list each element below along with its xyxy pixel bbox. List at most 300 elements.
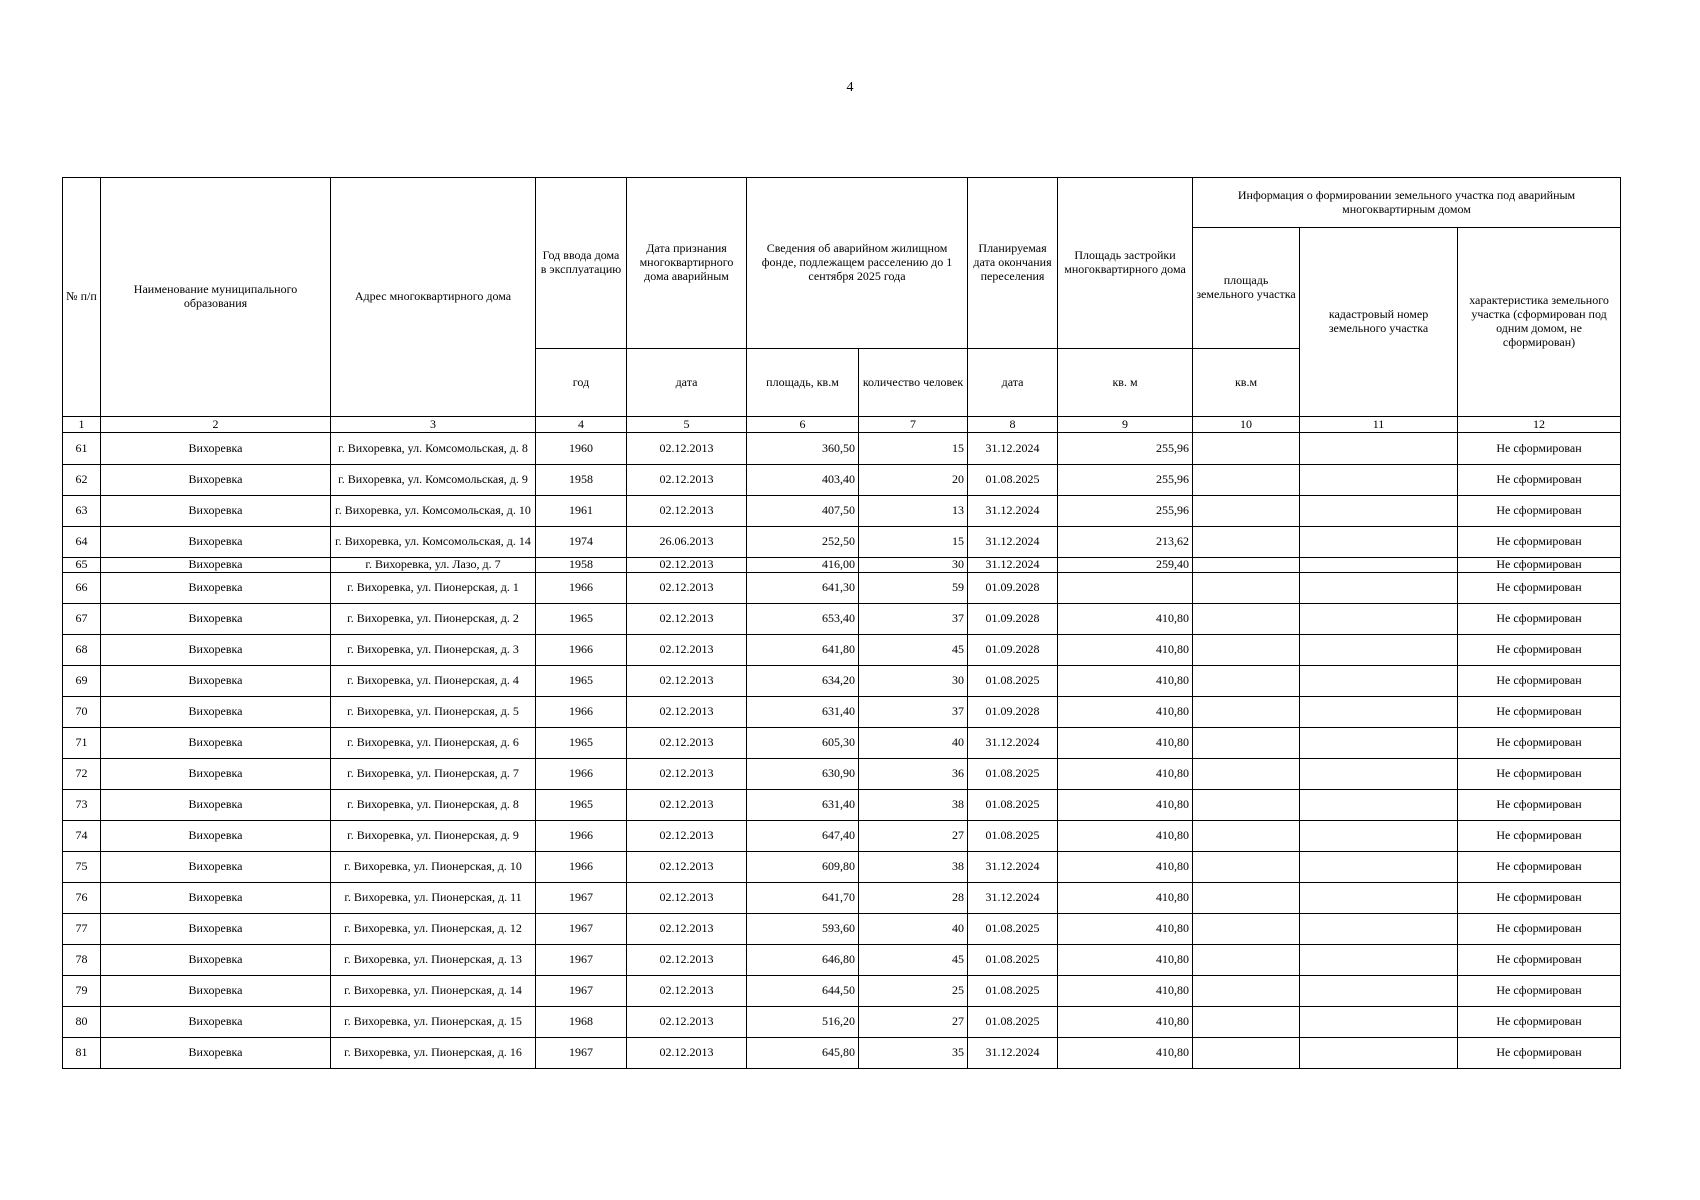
row-number: 61: [63, 433, 101, 465]
row-emergency-date: 02.12.2013: [627, 604, 747, 635]
row-cadastral-number: [1300, 821, 1458, 852]
row-building-area: 410,80: [1058, 728, 1193, 759]
row-area: 631,40: [747, 790, 859, 821]
row-building-area: 255,96: [1058, 496, 1193, 527]
row-number: 73: [63, 790, 101, 821]
row-municipality: Вихоревка: [101, 852, 331, 883]
row-people: 15: [859, 433, 968, 465]
row-land-area: [1193, 852, 1300, 883]
row-planned-end-date: 01.08.2025: [968, 821, 1058, 852]
row-address: г. Вихоревка, ул. Пионерская, д. 11: [331, 883, 536, 914]
table-row: [63, 852, 1621, 883]
row-people: 35: [859, 1038, 968, 1069]
row-people: 38: [859, 852, 968, 883]
row-emergency-date: 02.12.2013: [627, 1038, 747, 1069]
row-land-area: [1193, 465, 1300, 496]
row-land-status: Не сформирован: [1458, 433, 1621, 465]
row-land-status: Не сформирован: [1458, 527, 1621, 558]
row-emergency-date: 02.12.2013: [627, 635, 747, 666]
row-address: г. Вихоревка, ул. Лазо, д. 7: [331, 558, 536, 573]
row-area: 516,20: [747, 1007, 859, 1038]
row-emergency-date: 02.12.2013: [627, 433, 747, 465]
row-year-built: 1965: [536, 728, 627, 759]
row-land-status: Не сформирован: [1458, 759, 1621, 790]
row-land-area: [1193, 697, 1300, 728]
row-building-area: 255,96: [1058, 465, 1193, 496]
row-year-built: 1967: [536, 1038, 627, 1069]
row-municipality: Вихоревка: [101, 914, 331, 945]
row-number: 64: [63, 527, 101, 558]
row-address: г. Вихоревка, ул. Комсомольская, д. 10: [331, 496, 536, 527]
column-number: 10: [1193, 417, 1300, 433]
row-cadastral-number: [1300, 945, 1458, 976]
row-number: 71: [63, 728, 101, 759]
resettlement-table: [62, 177, 1621, 1069]
row-address: г. Вихоревка, ул. Пионерская, д. 3: [331, 635, 536, 666]
row-area: 647,40: [747, 821, 859, 852]
row-municipality: Вихоревка: [101, 821, 331, 852]
row-planned-end-date: 01.09.2028: [968, 604, 1058, 635]
row-land-status: Не сформирован: [1458, 697, 1621, 728]
row-emergency-date: 02.12.2013: [627, 558, 747, 573]
row-building-area: 410,80: [1058, 697, 1193, 728]
row-building-area: 410,80: [1058, 821, 1193, 852]
row-cadastral-number: [1300, 527, 1458, 558]
row-number: 80: [63, 1007, 101, 1038]
table-row: [63, 527, 1621, 558]
row-area: 609,80: [747, 852, 859, 883]
table-row: [63, 914, 1621, 945]
row-emergency-date: 02.12.2013: [627, 945, 747, 976]
row-people: 37: [859, 697, 968, 728]
row-emergency-date: 02.12.2013: [627, 821, 747, 852]
row-number: 77: [63, 914, 101, 945]
row-building-area: 259,40: [1058, 558, 1193, 573]
unit-land-sq-m: кв.м: [1193, 349, 1300, 417]
table-row: [63, 496, 1621, 527]
row-municipality: Вихоревка: [101, 697, 331, 728]
row-emergency-date: 02.12.2013: [627, 852, 747, 883]
row-emergency-date: 02.12.2013: [627, 728, 747, 759]
row-land-status: Не сформирован: [1458, 496, 1621, 527]
row-building-area: 410,80: [1058, 790, 1193, 821]
row-number: 67: [63, 604, 101, 635]
row-planned-end-date: 01.08.2025: [968, 759, 1058, 790]
table-header: [63, 178, 1621, 433]
row-emergency-date: 02.12.2013: [627, 1007, 747, 1038]
table-row: [63, 759, 1621, 790]
row-area: 644,50: [747, 976, 859, 1007]
row-planned-end-date: 31.12.2024: [968, 852, 1058, 883]
row-year-built: 1966: [536, 697, 627, 728]
row-land-area: [1193, 666, 1300, 697]
row-planned-end-date: 01.08.2025: [968, 945, 1058, 976]
row-number: 63: [63, 496, 101, 527]
row-address: г. Вихоревка, ул. Пионерская, д. 16: [331, 1038, 536, 1069]
header-cadastral-number: кадастровый номер земельного участка: [1300, 228, 1458, 417]
row-cadastral-number: [1300, 852, 1458, 883]
row-land-area: [1193, 759, 1300, 790]
row-area: 641,30: [747, 573, 859, 604]
header-municipality: Наименование муниципального образования: [101, 178, 331, 417]
row-emergency-date: 02.12.2013: [627, 883, 747, 914]
row-land-status: Не сформирован: [1458, 666, 1621, 697]
row-number: 62: [63, 465, 101, 496]
row-planned-end-date: 31.12.2024: [968, 1038, 1058, 1069]
row-year-built: 1965: [536, 604, 627, 635]
row-emergency-date: 02.12.2013: [627, 976, 747, 1007]
row-address: г. Вихоревка, ул. Пионерская, д. 4: [331, 666, 536, 697]
row-address: г. Вихоревка, ул. Комсомольская, д. 9: [331, 465, 536, 496]
table-row: [63, 945, 1621, 976]
row-land-status: Не сформирован: [1458, 914, 1621, 945]
column-number: 5: [627, 417, 747, 433]
unit-date: дата: [627, 349, 747, 417]
row-land-area: [1193, 1038, 1300, 1069]
header-emergency-fund: Сведения об аварийном жилищном фонде, подлежащем расселению до 1 сентября 2025 года: [747, 178, 968, 349]
row-number: 78: [63, 945, 101, 976]
table-row: [63, 1038, 1621, 1069]
row-building-area: 410,80: [1058, 852, 1193, 883]
row-people: 27: [859, 1007, 968, 1038]
row-planned-end-date: 31.12.2024: [968, 496, 1058, 527]
row-building-area: 410,80: [1058, 635, 1193, 666]
table-body: [63, 433, 1621, 1069]
row-planned-end-date: 01.08.2025: [968, 976, 1058, 1007]
row-planned-end-date: 31.12.2024: [968, 433, 1058, 465]
row-emergency-date: 02.12.2013: [627, 759, 747, 790]
row-cadastral-number: [1300, 604, 1458, 635]
table-row: [63, 433, 1621, 465]
row-land-area: [1193, 433, 1300, 465]
header-building-area: Площадь застройки многоквартирного дома: [1058, 178, 1193, 349]
row-number: 72: [63, 759, 101, 790]
row-land-status: Не сформирован: [1458, 883, 1621, 914]
row-address: г. Вихоревка, ул. Пионерская, д. 2: [331, 604, 536, 635]
row-address: г. Вихоревка, ул. Пионерская, д. 7: [331, 759, 536, 790]
row-cadastral-number: [1300, 465, 1458, 496]
row-year-built: 1967: [536, 976, 627, 1007]
row-land-area: [1193, 604, 1300, 635]
row-building-area: 410,80: [1058, 604, 1193, 635]
row-cadastral-number: [1300, 914, 1458, 945]
column-number: 6: [747, 417, 859, 433]
table-row: [63, 728, 1621, 759]
table-row: [63, 604, 1621, 635]
column-number: 3: [331, 417, 536, 433]
column-number: 2: [101, 417, 331, 433]
row-land-area: [1193, 821, 1300, 852]
row-building-area: 410,80: [1058, 914, 1193, 945]
row-number: 75: [63, 852, 101, 883]
row-address: г. Вихоревка, ул. Комсомольская, д. 14: [331, 527, 536, 558]
row-area: 407,50: [747, 496, 859, 527]
row-land-status: Не сформирован: [1458, 852, 1621, 883]
row-people: 28: [859, 883, 968, 914]
row-area: 634,20: [747, 666, 859, 697]
row-address: г. Вихоревка, ул. Пионерская, д. 6: [331, 728, 536, 759]
column-number: 8: [968, 417, 1058, 433]
row-municipality: Вихоревка: [101, 465, 331, 496]
row-municipality: Вихоревка: [101, 558, 331, 573]
row-land-status: Не сформирован: [1458, 790, 1621, 821]
row-emergency-date: 02.12.2013: [627, 697, 747, 728]
row-address: г. Вихоревка, ул. Пионерская, д. 9: [331, 821, 536, 852]
column-number: 4: [536, 417, 627, 433]
row-land-area: [1193, 790, 1300, 821]
row-planned-end-date: 01.08.2025: [968, 914, 1058, 945]
row-cadastral-number: [1300, 573, 1458, 604]
row-year-built: 1960: [536, 433, 627, 465]
row-number: 74: [63, 821, 101, 852]
row-area: 653,40: [747, 604, 859, 635]
row-municipality: Вихоревка: [101, 790, 331, 821]
row-address: г. Вихоревка, ул. Пионерская, д. 1: [331, 573, 536, 604]
row-municipality: Вихоревка: [101, 728, 331, 759]
row-land-status: Не сформирован: [1458, 1038, 1621, 1069]
row-cadastral-number: [1300, 666, 1458, 697]
row-number: 66: [63, 573, 101, 604]
row-cadastral-number: [1300, 697, 1458, 728]
row-cadastral-number: [1300, 883, 1458, 914]
row-land-status: Не сформирован: [1458, 558, 1621, 573]
row-land-area: [1193, 976, 1300, 1007]
table-row: [63, 635, 1621, 666]
table-row: [63, 573, 1621, 604]
row-land-area: [1193, 527, 1300, 558]
row-area: 641,70: [747, 883, 859, 914]
column-number: 11: [1300, 417, 1458, 433]
row-address: г. Вихоревка, ул. Пионерская, д. 15: [331, 1007, 536, 1038]
row-area: 360,50: [747, 433, 859, 465]
row-emergency-date: 26.06.2013: [627, 527, 747, 558]
table-row: [63, 1007, 1621, 1038]
row-land-area: [1193, 945, 1300, 976]
row-building-area: 213,62: [1058, 527, 1193, 558]
row-cadastral-number: [1300, 558, 1458, 573]
row-number: 79: [63, 976, 101, 1007]
row-area: 630,90: [747, 759, 859, 790]
row-municipality: Вихоревка: [101, 573, 331, 604]
row-area: 645,80: [747, 1038, 859, 1069]
row-planned-end-date: 31.12.2024: [968, 527, 1058, 558]
column-number: 9: [1058, 417, 1193, 433]
row-building-area: 410,80: [1058, 1038, 1193, 1069]
row-municipality: Вихоревка: [101, 527, 331, 558]
row-emergency-date: 02.12.2013: [627, 573, 747, 604]
row-planned-end-date: 31.12.2024: [968, 728, 1058, 759]
row-land-area: [1193, 635, 1300, 666]
row-year-built: 1958: [536, 465, 627, 496]
row-emergency-date: 02.12.2013: [627, 914, 747, 945]
row-municipality: Вихоревка: [101, 976, 331, 1007]
row-address: г. Вихоревка, ул. Пионерская, д. 13: [331, 945, 536, 976]
row-year-built: 1958: [536, 558, 627, 573]
row-cadastral-number: [1300, 635, 1458, 666]
row-building-area: [1058, 573, 1193, 604]
row-address: г. Вихоревка, ул. Пионерская, д. 12: [331, 914, 536, 945]
table-row: [63, 821, 1621, 852]
row-cadastral-number: [1300, 976, 1458, 1007]
row-municipality: Вихоревка: [101, 433, 331, 465]
row-people: 37: [859, 604, 968, 635]
header-emergency-date: Дата признания многоквартирного дома аварийным: [627, 178, 747, 349]
row-cadastral-number: [1300, 759, 1458, 790]
row-building-area: 410,80: [1058, 976, 1193, 1007]
row-year-built: 1966: [536, 759, 627, 790]
header-address: Адрес многоквартирного дома: [331, 178, 536, 417]
row-building-area: 255,96: [1058, 433, 1193, 465]
row-municipality: Вихоревка: [101, 496, 331, 527]
row-people: 45: [859, 945, 968, 976]
row-land-area: [1193, 1007, 1300, 1038]
row-planned-end-date: 31.12.2024: [968, 558, 1058, 573]
page-number: 4: [846, 80, 854, 95]
row-people: 20: [859, 465, 968, 496]
header-land-status: характеристика земельного участка (сформирован под одним домом, не сформирован): [1458, 228, 1621, 417]
row-year-built: 1974: [536, 527, 627, 558]
column-number: 7: [859, 417, 968, 433]
row-land-status: Не сформирован: [1458, 821, 1621, 852]
unit-sq-m: кв. м: [1058, 349, 1193, 417]
row-people: 36: [859, 759, 968, 790]
unit-year: год: [536, 349, 627, 417]
row-area: 252,50: [747, 527, 859, 558]
header-planned-end-date: Планируемая дата окончания переселения: [968, 178, 1058, 349]
row-emergency-date: 02.12.2013: [627, 496, 747, 527]
column-number: 1: [63, 417, 101, 433]
row-area: 646,80: [747, 945, 859, 976]
row-building-area: 410,80: [1058, 1007, 1193, 1038]
row-land-status: Не сформирован: [1458, 945, 1621, 976]
row-people: 40: [859, 728, 968, 759]
row-people: 38: [859, 790, 968, 821]
table-row: [63, 976, 1621, 1007]
row-number: 69: [63, 666, 101, 697]
row-area: 403,40: [747, 465, 859, 496]
row-number: 65: [63, 558, 101, 573]
row-municipality: Вихоревка: [101, 635, 331, 666]
row-year-built: 1966: [536, 821, 627, 852]
row-number: 81: [63, 1038, 101, 1069]
row-land-area: [1193, 883, 1300, 914]
row-emergency-date: 02.12.2013: [627, 465, 747, 496]
row-municipality: Вихоревка: [101, 1007, 331, 1038]
row-municipality: Вихоревка: [101, 604, 331, 635]
row-year-built: 1967: [536, 914, 627, 945]
row-year-built: 1965: [536, 790, 627, 821]
row-cadastral-number: [1300, 433, 1458, 465]
row-area: 593,60: [747, 914, 859, 945]
row-cadastral-number: [1300, 496, 1458, 527]
row-year-built: 1968: [536, 1007, 627, 1038]
row-number: 68: [63, 635, 101, 666]
row-land-status: Не сформирован: [1458, 976, 1621, 1007]
row-emergency-date: 02.12.2013: [627, 666, 747, 697]
row-municipality: Вихоревка: [101, 666, 331, 697]
row-land-area: [1193, 496, 1300, 527]
row-land-status: Не сформирован: [1458, 1007, 1621, 1038]
row-people: 59: [859, 573, 968, 604]
row-planned-end-date: 01.08.2025: [968, 1007, 1058, 1038]
row-people: 25: [859, 976, 968, 1007]
row-land-status: Не сформирован: [1458, 728, 1621, 759]
row-year-built: 1966: [536, 852, 627, 883]
table-row: [63, 558, 1621, 573]
row-building-area: 410,80: [1058, 945, 1193, 976]
row-building-area: 410,80: [1058, 883, 1193, 914]
row-people: 30: [859, 558, 968, 573]
row-land-area: [1193, 914, 1300, 945]
row-emergency-date: 02.12.2013: [627, 790, 747, 821]
unit-end-date: дата: [968, 349, 1058, 417]
row-area: 416,00: [747, 558, 859, 573]
row-area: 605,30: [747, 728, 859, 759]
row-number: 76: [63, 883, 101, 914]
header-land-info: Информация о формировании земельного участка под аварийным многоквартирным домом: [1193, 178, 1621, 228]
row-planned-end-date: 01.09.2028: [968, 573, 1058, 604]
row-people: 27: [859, 821, 968, 852]
unit-people: количество человек: [859, 349, 968, 417]
row-year-built: 1966: [536, 635, 627, 666]
row-area: 631,40: [747, 697, 859, 728]
table-row: [63, 697, 1621, 728]
row-people: 15: [859, 527, 968, 558]
row-land-area: [1193, 573, 1300, 604]
row-building-area: 410,80: [1058, 759, 1193, 790]
row-address: г. Вихоревка, ул. Пионерская, д. 5: [331, 697, 536, 728]
unit-area: площадь, кв.м: [747, 349, 859, 417]
row-municipality: Вихоревка: [101, 759, 331, 790]
table-row: [63, 465, 1621, 496]
row-cadastral-number: [1300, 790, 1458, 821]
row-planned-end-date: 01.09.2028: [968, 697, 1058, 728]
row-municipality: Вихоревка: [101, 945, 331, 976]
row-people: 40: [859, 914, 968, 945]
row-year-built: 1965: [536, 666, 627, 697]
row-land-status: Не сформирован: [1458, 635, 1621, 666]
row-year-built: 1966: [536, 573, 627, 604]
row-planned-end-date: 01.08.2025: [968, 465, 1058, 496]
row-land-status: Не сформирован: [1458, 465, 1621, 496]
row-address: г. Вихоревка, ул. Пионерская, д. 14: [331, 976, 536, 1007]
row-cadastral-number: [1300, 1007, 1458, 1038]
row-planned-end-date: 01.08.2025: [968, 790, 1058, 821]
row-year-built: 1961: [536, 496, 627, 527]
row-planned-end-date: 01.09.2028: [968, 635, 1058, 666]
row-people: 13: [859, 496, 968, 527]
table-row: [63, 883, 1621, 914]
row-number: 70: [63, 697, 101, 728]
column-number: 12: [1458, 417, 1621, 433]
row-address: г. Вихоревка, ул. Пионерская, д. 10: [331, 852, 536, 883]
row-municipality: Вихоревка: [101, 883, 331, 914]
row-cadastral-number: [1300, 728, 1458, 759]
row-year-built: 1967: [536, 945, 627, 976]
row-land-area: [1193, 558, 1300, 573]
row-planned-end-date: 01.08.2025: [968, 666, 1058, 697]
row-planned-end-date: 31.12.2024: [968, 883, 1058, 914]
header-year-built: Год ввода дома в эксплуатацию: [536, 178, 627, 349]
row-year-built: 1967: [536, 883, 627, 914]
header-land-area: площадь земельного участка: [1193, 228, 1300, 349]
column-number-row: [63, 417, 1621, 433]
row-land-status: Не сформирован: [1458, 573, 1621, 604]
row-area: 641,80: [747, 635, 859, 666]
table-row: [63, 666, 1621, 697]
table-row: [63, 790, 1621, 821]
row-municipality: Вихоревка: [101, 1038, 331, 1069]
